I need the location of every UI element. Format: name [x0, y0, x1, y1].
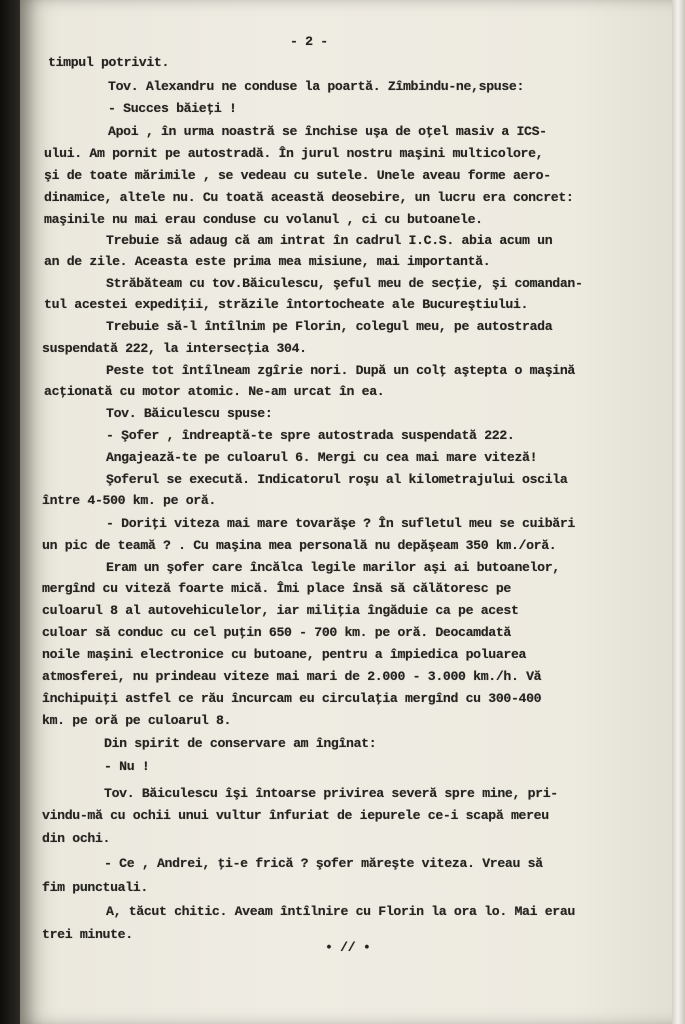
text-line: - Ce , Andrei, ţi-e frică ? şofer măreşte viteza. Vreau să — [104, 856, 543, 871]
text-line: Străbăteam cu tov.Băiculescu, şeful meu de secţie, şi comandan- — [106, 276, 583, 291]
text-line: Eram un şofer care încălca legile marilor aşi ai butoanelor, — [106, 560, 560, 575]
page-number: - 2 - — [290, 34, 328, 49]
text-line: - Şofer , îndreaptă-te spre autostrada suspendată 222. — [106, 428, 515, 443]
text-line: - Doriţi viteza mai mare tovarăşe ? În sufletul meu se cuibări — [106, 516, 575, 531]
text-line: - Succes băieţi ! — [108, 101, 237, 116]
text-line: noile maşini electronice cu butoane, pentru a împiedica poluarea — [42, 647, 527, 662]
text-line: ului. Am pornit pe autostradă. În jurul nostru maşini multicolore, — [44, 146, 544, 161]
text-line: Tov. Băiculescu spuse: — [106, 406, 273, 421]
text-line: Tov. Băiculescu îşi întoarse privirea severă spre mine, pri- — [104, 786, 558, 801]
text-line: dinamice, altele nu. Cu toată această deosebire, un lucru era concret: — [44, 190, 574, 205]
text-line: între 4-500 km. pe oră. — [42, 493, 216, 508]
text-line: Trebuie să adaug că am intrat în cadrul I.C.S. abia acum un — [106, 233, 553, 248]
text-line: închipuiţi astfel ce rău încurcam eu circulaţia mergînd cu 300-400 — [42, 691, 542, 706]
text-line: culoar să conduc cu cel puţin 650 - 700 km. pe oră. Deocamdată — [42, 625, 511, 640]
page-text — [20, 0, 672, 1024]
text-line: Apoi , în urma noastră se închise uşa de oţel masiv a ICS- — [108, 124, 547, 139]
text-line: mergînd cu viteză foarte mică. Îmi place însă să călătoresc pe — [42, 581, 511, 596]
text-line: timpul potrivit. — [48, 55, 170, 70]
text-line: Peste tot întîlneam zgîrie nori. După un colţ aştepta o maşină — [106, 363, 575, 378]
text-line: maşinile nu mai erau conduse cu volanul , ci cu butoanele. — [44, 212, 483, 227]
text-line: - Nu ! — [104, 759, 150, 774]
text-line: suspendată 222, la intersecţia 304. — [42, 341, 307, 356]
text-line: tul acestei expediţii, străzile întortocheate ale Bucureştiului. — [44, 297, 529, 312]
text-line: Trebuie să-l întîlnim pe Florin, colegul meu, pe autostrada — [106, 319, 553, 334]
text-line: fim punctuali. — [42, 880, 148, 895]
text-line: atmosferei, nu prindeau viteze mai mari de 2.000 - 3.000 km./h. Vă — [42, 669, 542, 684]
text-line: trei minute. — [42, 927, 133, 942]
text-line: vindu-mă cu ochii unui vultur înfuriat de iepurele ce-i scapă mereu — [42, 808, 549, 823]
page-edge — [672, 0, 685, 1024]
text-line: şi de toate mărimile , se vedeau cu sutele. Unele aveau forme aero- — [44, 168, 551, 183]
text-line: an de zile. Aceasta este prima mea misiune, mai importantă. — [44, 254, 491, 269]
text-line: Şoferul se execută. Indicatorul roşu al kilometrajului oscila — [106, 472, 568, 487]
text-line: A, tăcut chitic. Aveam întîlnire cu Florin la ora lo. Mai erau — [106, 904, 575, 919]
page-end-mark: • // • — [325, 940, 371, 955]
text-line: acţionată cu motor atomic. Ne-am urcat în ea. — [44, 384, 385, 399]
text-line: Angajează-te pe culoarul 6. Mergi cu cea mai mare viteză! — [106, 450, 538, 465]
text-line: Tov. Alexandru ne conduse la poartă. Zîmbindu-ne,spuse: — [108, 79, 525, 94]
text-line: un pic de teamă ? . Cu maşina mea personală nu depăşeam 350 km./oră. — [42, 538, 557, 553]
text-line: Din spirit de conservare am îngînat: — [104, 736, 377, 751]
text-line: culoarul 8 al autovehiculelor, iar miliţia îngăduie ca pe acest — [42, 603, 519, 618]
text-line: km. pe oră pe culoarul 8. — [42, 713, 232, 728]
text-line: din ochi. — [42, 831, 111, 846]
